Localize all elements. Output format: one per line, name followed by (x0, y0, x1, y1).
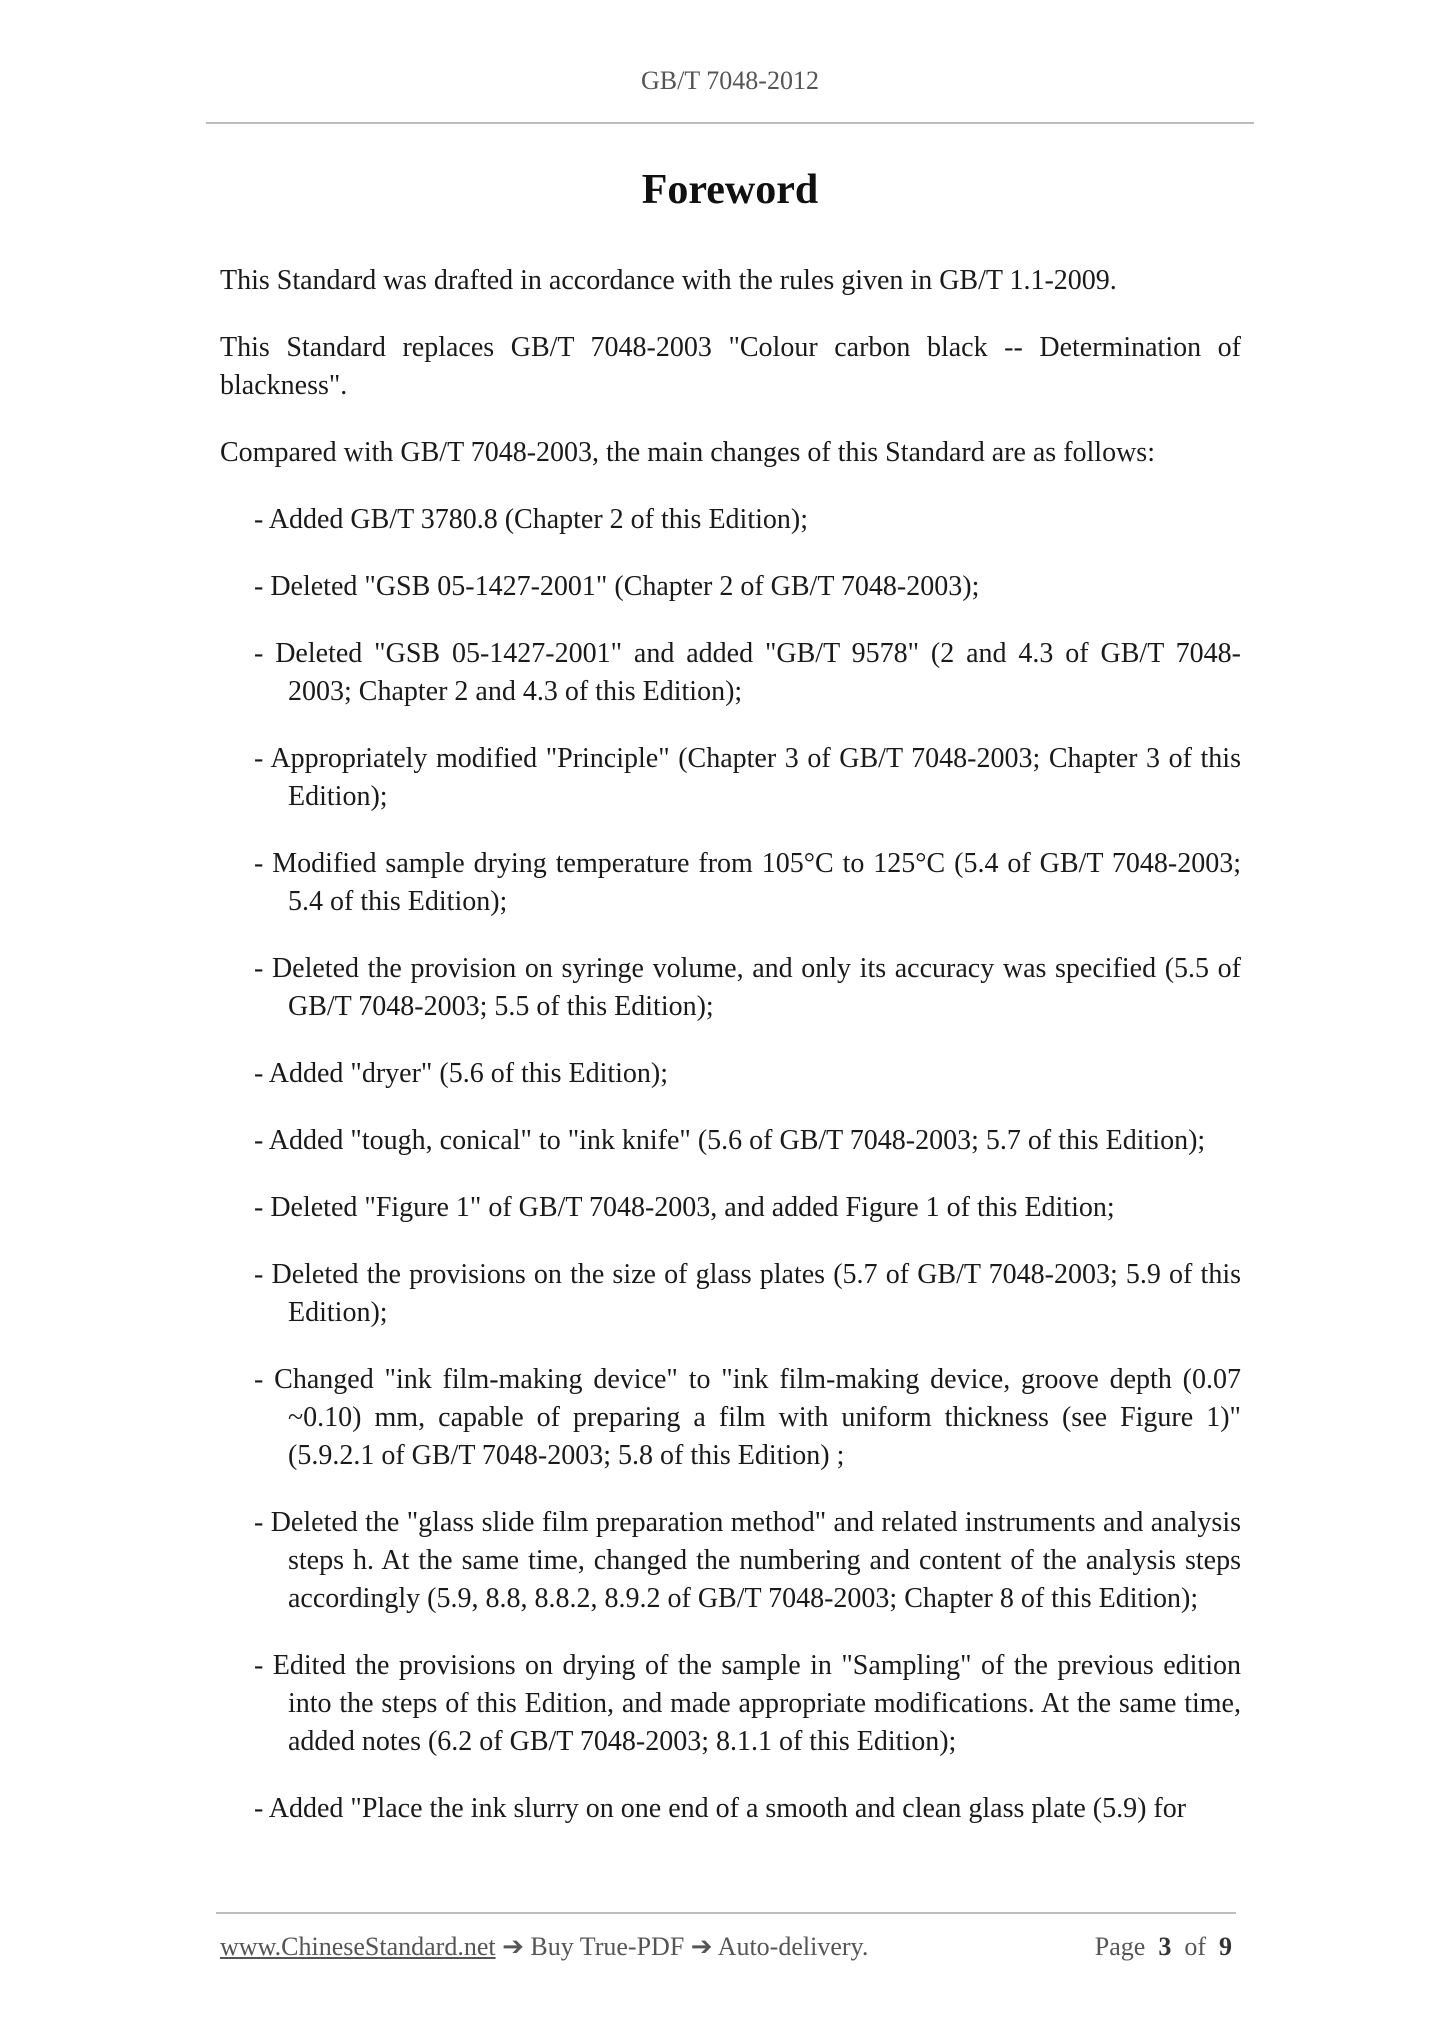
arrow-right-icon: ➔ (690, 1932, 713, 1961)
header-divider (206, 122, 1254, 124)
running-header: GB/T 7048-2012 (641, 66, 819, 95)
list-item: - Deleted the provision on syringe volume, and only its accuracy was specified (5.5 of GB/T 7048-2003; 5.5 of this Edition); (254, 953, 1241, 1022)
list-item: - Appropriately modified "Principle" (Chapter 3 of GB/T 7048-2003; Chapter 3 of this Edition); (254, 743, 1241, 812)
list-item: - Edited the provisions on drying of the sample in "Sampling" of the previous edition into the steps of this Edition, and made appropriate modifications. At the same time, added notes (6.2 of GB/T 7048-2003; 8.1.1 of this Edition); (254, 1650, 1241, 1757)
changes-list (220, 501, 1241, 1828)
list-item: - Changed "ink film-making device" to "ink film-making device, groove depth (0.07 ~0.10) mm, capable of preparing a film with uniform thickness (see Figure 1)" (5.9.2.1 of GB/T 7048-2003; 5.8 of this Edition) ; (254, 1364, 1241, 1471)
auto-delivery-text: Auto-delivery. (717, 1932, 869, 1961)
list-item: - Added "Place the ink slurry on one end of a smooth and clean glass plate (5.9) for (254, 1793, 1187, 1824)
list-item: - Deleted the "glass slide film preparation method" and related instruments and analysis steps h. At the same time, changed the numbering and content of the analysis steps accordingly (5.9, 8.8, 8.8.2, 8.9.2 of GB/T 7048-2003; Chapter 8 of this Edition); (254, 1507, 1241, 1614)
foreword-body (220, 262, 1241, 1857)
buy-pdf-text: Buy True-PDF (530, 1932, 685, 1961)
list-item: - Added "tough, conical" to "ink knife" (5.6 of GB/T 7048-2003; 5.7 of this Edition); (254, 1125, 1206, 1156)
list-item: - Deleted the provisions on the size of glass plates (5.7 of GB/T 7048-2003; 5.9 of this Edition); (254, 1259, 1241, 1328)
list-item: - Deleted "GSB 05-1427-2001" (Chapter 2 of GB/T 7048-2003); (254, 571, 980, 602)
list-item: - Added GB/T 3780.8 (Chapter 2 of this Edition); (254, 504, 808, 535)
list-item: - Added "dryer" (5.6 of this Edition); (254, 1058, 669, 1089)
list-item: - Deleted "Figure 1" of GB/T 7048-2003, and added Figure 1 of this Edition; (254, 1192, 1115, 1223)
arrow-right-icon: ➔ (502, 1932, 524, 1961)
page-label: Page (1094, 1932, 1146, 1961)
page-indicator (1095, 1932, 1232, 1962)
paragraph-drafting-rules: This Standard was drafted in accordance with the rules given in GB/T 1.1-2009. (220, 265, 1117, 296)
paragraph-changes-intro: Compared with GB/T 7048-2003, the main changes of this Standard are as follows: (220, 437, 1155, 468)
page-of: of (1184, 1932, 1206, 1961)
footer-divider (216, 1912, 1236, 1914)
paragraph-replaces: This Standard replaces GB/T 7048-2003 "Colour carbon black -- Determination of blackness". (220, 332, 1241, 401)
page-footer (220, 1932, 1236, 1962)
page-title: Foreword (641, 167, 819, 213)
website-link[interactable]: www.ChineseStandard.net (220, 1932, 496, 1961)
list-item: - Deleted "GSB 05-1427-2001" and added "GB/T 9578" (2 and 4.3 of GB/T 7048-2003; Chapter 2 and 4.3 of this Edition); (254, 638, 1241, 707)
page-current: 3 (1158, 1932, 1172, 1961)
list-item: - Modified sample drying temperature from 105°C to 125°C (5.4 of GB/T 7048-2003; 5.4 of this Edition); (254, 848, 1241, 917)
page-total: 9 (1219, 1932, 1232, 1961)
